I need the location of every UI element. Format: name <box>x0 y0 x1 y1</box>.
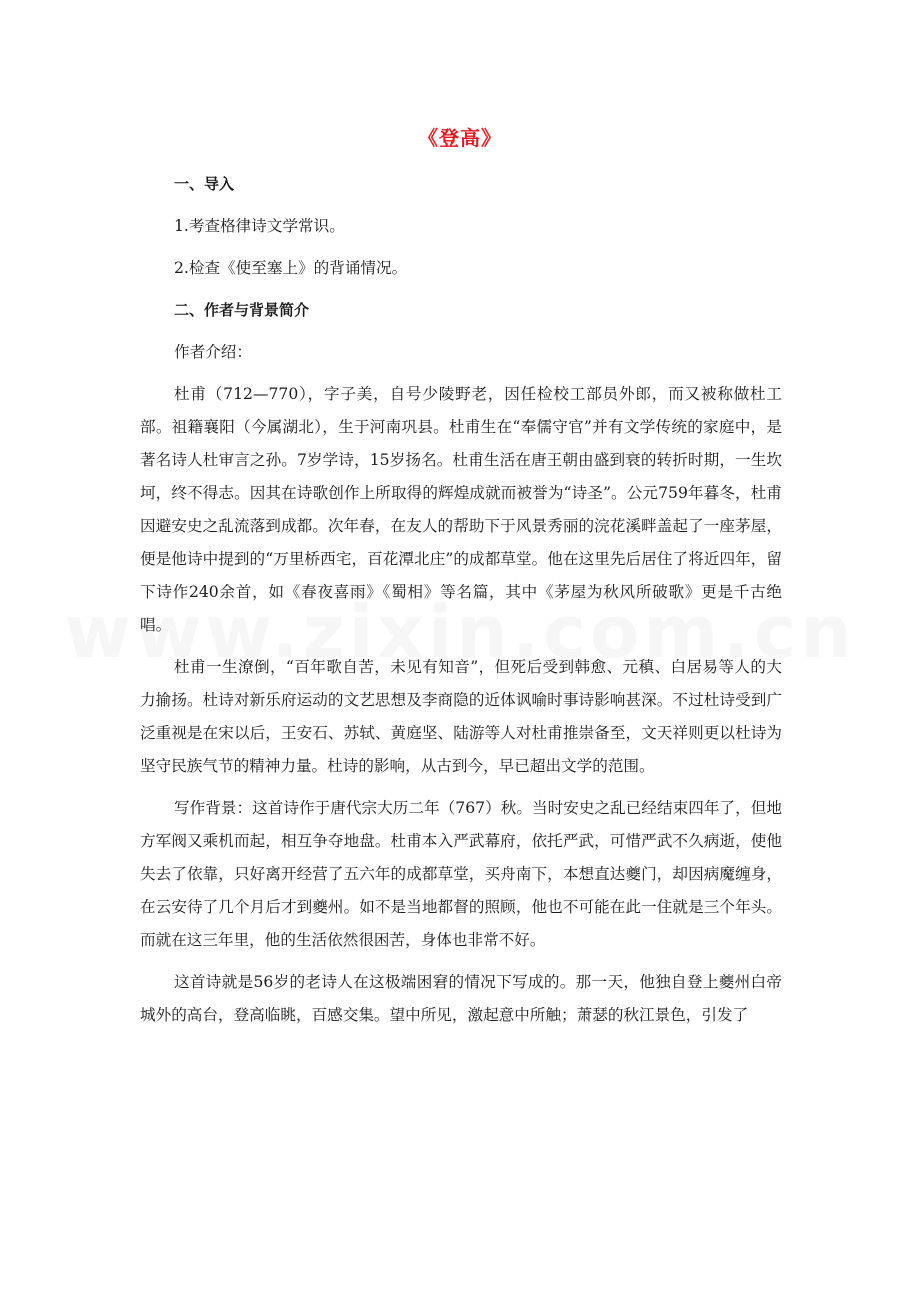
list-item: 2.检查《使至塞上》的背诵情况。 <box>174 259 408 277</box>
paragraph-writing-background: 写作背景：这首诗作于唐代宗大历二年（767）秋。当时安史之乱已经结束四年了，但地方军阀又乘机而起，相互争夺地盘。杜甫本入严武幕府，依托严武，可惜严武不久病逝，使他失去了依靠，只好离开经营了五六年的成都草堂，买舟南下，本想直达夔门，却因病魔缠身，在云安待了几个月后才到夔州。如不是当地都督的照顾，他也不可能在此一住就是三个年头。而就在这三年里，他的生活依然很困苦，身体也非常不好。 <box>140 799 782 949</box>
author-intro-label: 作者介绍： <box>174 343 252 361</box>
paragraph-influence: 杜甫一生潦倒，“百年歌自苦，未见有知音”，但死后受到韩愈、元稹、白居易等人的大力揄扬。杜诗对新乐府运动的文艺思想及李商隐的近体讽喻时事诗影响甚深。不过杜诗受到广泛重视是在宋以后，王安石、苏轼、黄庭坚、陆游等人对杜甫推崇备至，文天祥则更以杜诗为坚守民族气节的精神力量。杜诗的影响，从古到今，早已超出文学的范围。 <box>140 658 782 775</box>
section-heading-author-background: 二、作者与背景简介 <box>174 301 310 319</box>
document-title: 《登高》 <box>418 126 502 150</box>
paragraph-poem-context: 这首诗就是56岁的老诗人在这极端困窘的情况下写成的。那一天，他独自登上夔州白帝城外的高台，登高临眺，百感交集。望中所见，激起意中所触；萧瑟的秋江景色，引发了 <box>140 973 782 1024</box>
document-body <box>140 168 782 1041</box>
list-item: 1.考查格律诗文学常识。 <box>174 217 345 235</box>
paragraph-author-bio: 杜甫（712—770），字子美，自号少陵野老，因任检校工部员外郎，而又被称做杜工部。祖籍襄阳（今属湖北），生于河南巩县。杜甫生在“奉儒守官”并有文学传统的家庭中，是著名诗人杜审言之孙。7岁学诗，15岁扬名。杜甫生活在唐王朝由盛到衰的转折时期，一生坎坷，终不得志。因其在诗歌创作上所取得的辉煌成就而被誉为“诗圣”。公元759年暮冬，杜甫因避安史之乱流落到成都。次年春，在友人的帮助下于风景秀丽的浣花溪畔盖起了一座茅屋，便是他诗中提到的“万里桥西宅，百花潭北庄”的成都草堂。他在这里先后居住了将近四年，留下诗作240余首，如《春夜喜雨》《蜀相》等名篇，其中《茅屋为秋风所破歌》更是千古绝唱。 <box>140 385 782 634</box>
section-heading-intro: 一、导入 <box>174 175 235 193</box>
